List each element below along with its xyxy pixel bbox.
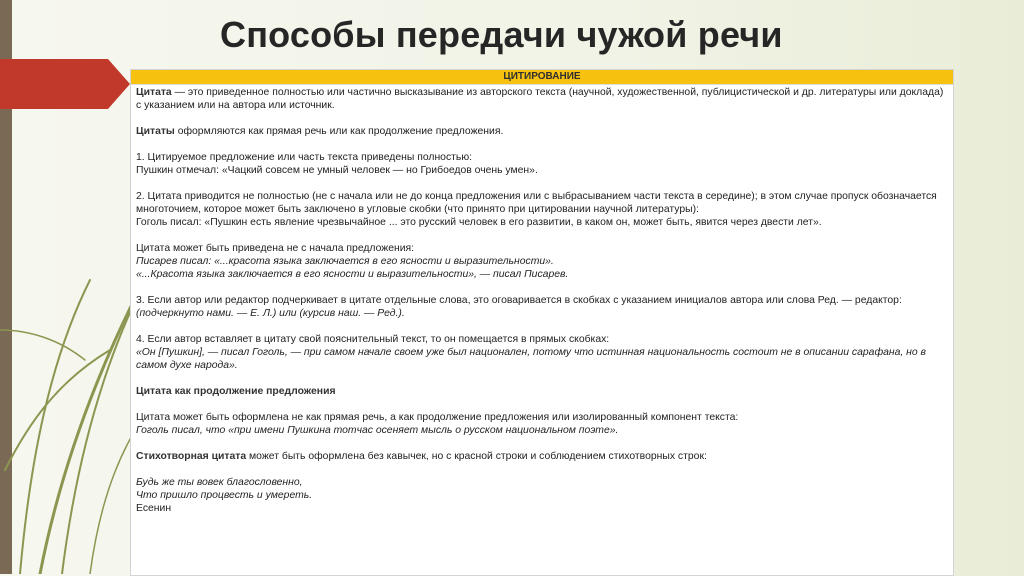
rule3-example-1 <box>136 255 947 268</box>
rule3-text: Цитата может быть приведена не с начала предложения: <box>136 243 415 254</box>
term-quotes: Цитаты <box>136 126 175 137</box>
rule5-example <box>136 346 947 372</box>
poem-line-2 <box>136 489 947 502</box>
section-heading <box>136 385 947 398</box>
section-example <box>136 424 947 437</box>
rule1-text: 1. Цитируемое предложение или часть текста приведены полностью: <box>136 152 473 163</box>
format-text: оформляются как прямая речь или как продолжение предложения. <box>174 126 504 137</box>
rule2-text: 2. Цитата приводится не полностью (не с начала или не до конца предложения или с выбрасыванием части текста в середине); в этом случае пропуск обозначается многоточием, которое может быть заключено в угловые скобки (что принято при цитировании научной литературы): <box>136 191 937 215</box>
rule3-example-2-text: «...Красота языка заключается в его ясности и выразительности», — писал Писарев. <box>136 269 569 280</box>
format-paragraph <box>136 125 947 138</box>
quotation-table <box>130 69 954 576</box>
rule4-text: 3. Если автор или редактор подчеркивает в цитате отдельные слова, это оговаривается в скобках с указанием инициалов автора или слова Ред. — редактор: <box>136 295 902 306</box>
term-quote: Цитата <box>136 87 172 98</box>
section-example-text: Гоголь писал, что «при имени Пушкина тотчас осеняет мысль о русском национальном поэте». <box>136 425 619 436</box>
red-arrow-decor <box>0 59 130 109</box>
rule3-example-1-text: Писарев писал: «...красота языка заключается в его ясности и выразительности». <box>136 256 554 267</box>
rule5-text: 4. Если автор вставляет в цитату свой пояснительный текст, то он помещается в прямых скобках: <box>136 334 610 345</box>
rule4-example <box>136 307 947 320</box>
rule3-example-2 <box>136 268 947 281</box>
table-header: ЦИТИРОВАНИЕ <box>131 70 953 85</box>
poem-text: может быть оформлена без кавычек, но с красной строки и соблюдением стихотворных строк: <box>246 451 707 462</box>
table-body <box>131 85 953 515</box>
section-text: Цитата может быть оформлена не как прямая речь, а как продолжение предложения или изолированный компонент текста: <box>136 412 739 423</box>
definition-paragraph <box>136 86 947 112</box>
poem-author: Есенин <box>136 503 172 514</box>
section-heading-text: Цитата как продолжение предложения <box>136 386 336 397</box>
page-title: Способы передачи чужой речи <box>220 14 783 55</box>
rule5-example-text: «Он [Пушкин], — писал Гоголь, — при самом начале своем уже был националeн, потому что истинная национальность состоит не в описании сарафана, но в самом духе народа». <box>136 347 926 371</box>
poem-line-1-text: Будь же ты вовек благословенно, <box>136 477 303 488</box>
poem-line-2-text: Что пришло процвесть и умереть. <box>136 490 313 501</box>
poem-line-1 <box>136 476 947 489</box>
rule1-example: Пушкин отмечал: «Чацкий совсем не умный человек — но Грибоедов очень умен». <box>136 165 538 176</box>
rule4-example-text: (подчеркнуто нами. — Е. Л.) или (курсив наш. — Ред.). <box>136 308 405 319</box>
definition-text: — это приведенное полностью или частично высказывание из авторского текста (научной, художественной, публицистической и др. литературы или доклада) с указанием или на автора или источник. <box>136 87 944 111</box>
rule2-example: Гоголь писал: «Пушкин есть явление чрезвычайное ... это русский человек в его развитии, в каком он, может быть, явится через двести лет». <box>136 217 822 228</box>
term-poem: Стихотворная цитата <box>136 451 247 462</box>
poem-paragraph <box>136 450 947 463</box>
